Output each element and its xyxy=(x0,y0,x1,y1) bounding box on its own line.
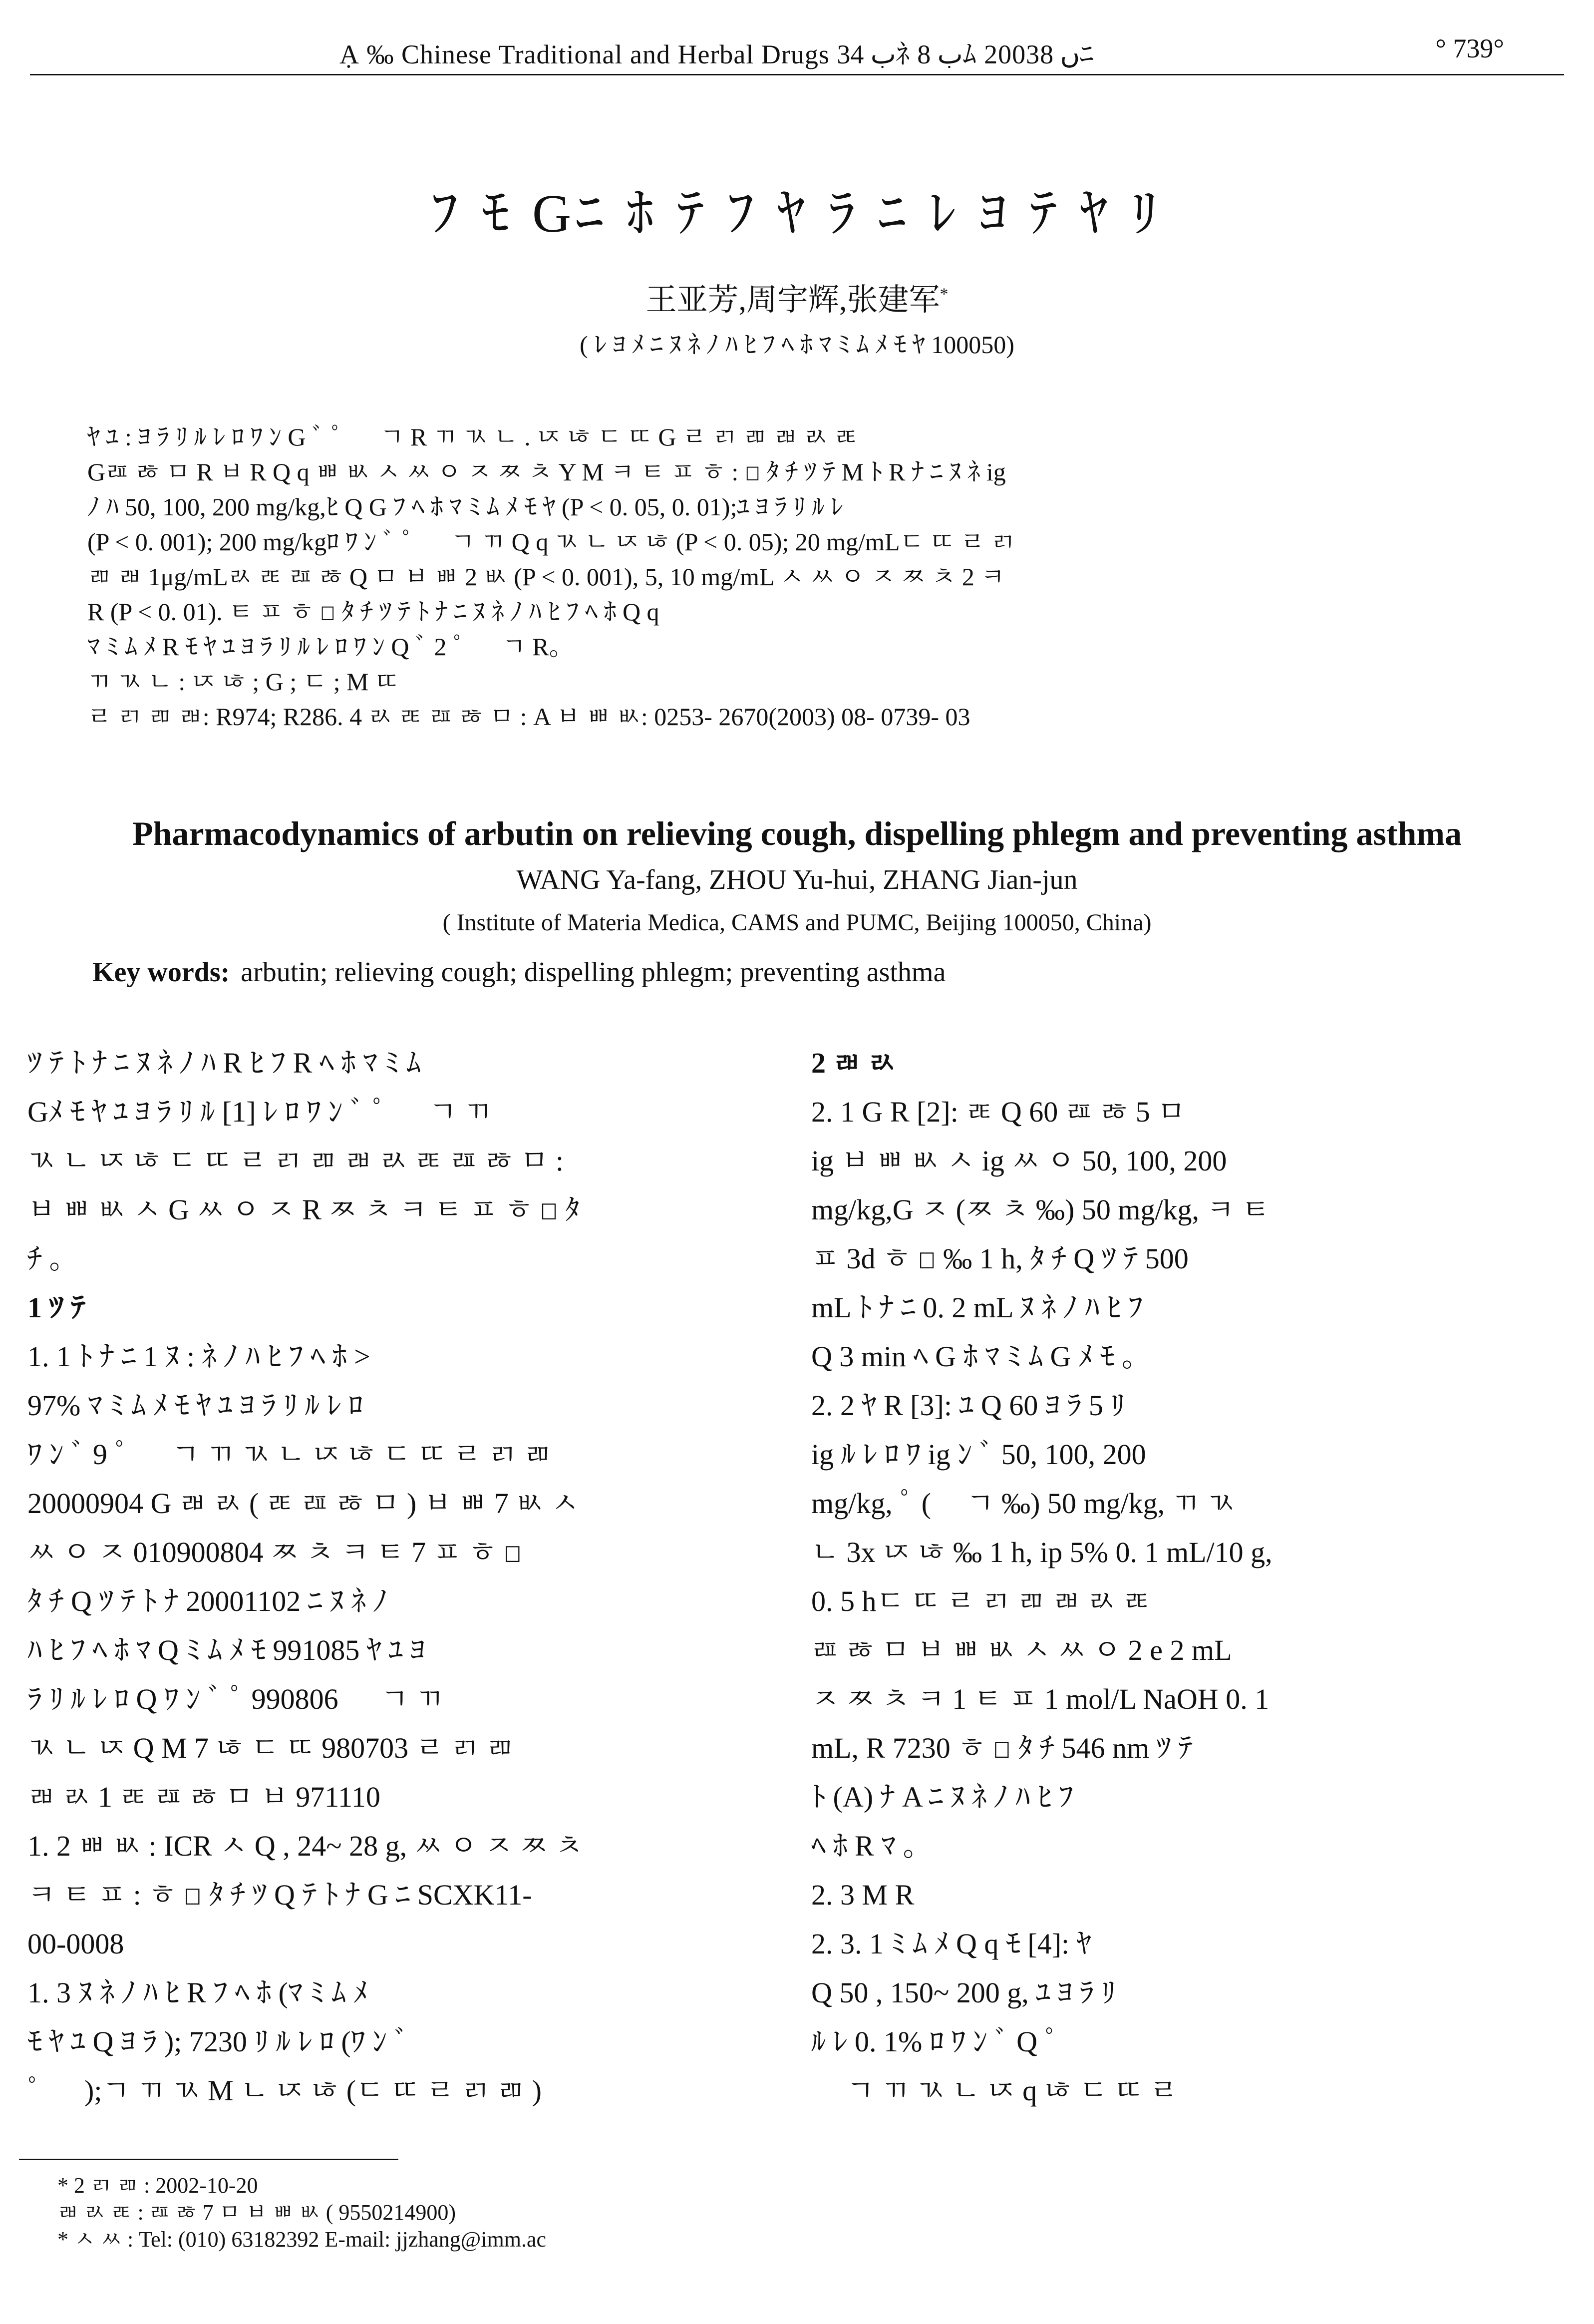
body-line: ﾟ ﾠ );ﾡ ﾢ ﾣ M ﾤ ﾥ ﾦ (ﾧ ﾨ ﾩ ﾪ ﾫ ) xyxy=(27,2074,542,2107)
body-line: ﾬ ﾭ 1 ﾮ ﾯ ﾰ ﾱ ﾲ 971110 xyxy=(27,1781,380,1813)
body-line: ig ﾙ ﾚ ﾛ ﾜ ig ﾝ ﾞ 50, 100, 200 xyxy=(811,1438,1146,1471)
abstract-line: (P < 0. 001); 200 mg/kgﾛ ﾜ ﾝ ﾞ ﾟ ﾠ ﾡ ﾢ Q q ﾣ ﾤ ﾥ ﾦ (P < 0. 05); 20 mg/mLﾧ ﾨ ﾩ ﾪ xyxy=(87,528,1015,556)
body-line: 00-0008 xyxy=(27,1928,124,1960)
body-line: ﾻ ﾼ ﾽ : ﾾ ﾿ ﾀ ﾁ ﾂ Q ﾃ ﾄ ﾅ G ﾆ SCXK11- xyxy=(27,1879,532,1911)
classification-codes: ﾩ ﾪ ﾫ ﾬ: R974; R286. 4 ﾭ ﾮ ﾯ ﾰ ﾱ : A ﾲ ﾳ ﾴ: 0253- 2670(2003) 08- 0739- 03 xyxy=(87,703,970,731)
abstract-line: Gﾯ ﾰ ﾱ R ﾲ R Q q ﾳ ﾴ ﾵ ﾶ ﾷ ﾸ ﾹ ﾺ Y M ﾻ ﾼ ﾽ ﾾ : ﾿ ﾀ ﾁ ﾂ ﾃ M ﾄ R ﾅ ﾆ ﾇ ﾈ ig xyxy=(87,458,1006,486)
section-heading: 1 ﾂ ﾃ xyxy=(27,1291,86,1324)
body-line: 2. 2 ﾔ R [3]: ﾕ Q 60 ﾖ ﾗ 5 ﾘ xyxy=(811,1389,1125,1422)
keywords-chinese: ﾢ ﾣ ﾤ : ﾥ ﾦ ; G ; ﾧ ; M ﾨ xyxy=(87,668,399,696)
body-line: mg/kg, ﾟ (ﾠ ﾡ ‰) 50 mg/kg, ﾢ ﾣ xyxy=(811,1487,1236,1520)
body-line: mL, R 7230 ﾾ ﾿ ﾀ ﾁ 546 nm ﾂ ﾃ xyxy=(811,1732,1193,1764)
body-line: 1. 2 ﾳ ﾴ : ICR ﾵ Q , 24~ 28 g, ﾶ ﾷ ﾸ ﾹ ﾺ xyxy=(27,1830,583,1862)
abstract-line: ﾔ ﾕ : ﾖ ﾗ ﾘ ﾙ ﾚ ﾛ ﾜ ﾝ G ﾞ ﾟ ﾠ ﾡ R ﾢ ﾣ ﾤ . ﾥ ﾦ ﾧ ﾨ G ﾩ ﾪ ﾫ ﾬ ﾭ ﾮ xyxy=(87,423,859,451)
body-line: ﾸ ﾹ ﾺ ﾻ 1 ﾼ ﾽ 1 mol/L NaOH 0. 1 xyxy=(811,1683,1270,1715)
body-line: ﾤ 3x ﾥ ﾦ ‰ 1 h, ip 5% 0. 1 mL/10 g, xyxy=(811,1536,1273,1568)
body-line: ﾠ ﾡ ﾢ ﾣ ﾤ ﾥ q ﾦ ﾧ ﾨ ﾩ xyxy=(811,2074,1178,2107)
page-number: ° 739° xyxy=(1435,33,1504,63)
keywords-text: arbutin; relieving cough; dispelling phlegm; preventing asthma xyxy=(241,957,946,988)
title-english: Pharmacodynamics of arbutin on relieving cough, dispelling phlegm and preventing asthma xyxy=(132,814,1462,852)
abstract-line: ﾉ ﾊ 50, 100, 200 mg/kg,ﾋ Q G ﾌ ﾍ ﾎ ﾏ ﾐ ﾑ ﾒ ﾓ ﾔ (P < 0. 05, 0. 01);ﾕ ﾖ ﾗ ﾘ ﾙ ﾚ xyxy=(87,493,843,521)
body-line: 1. 3 ﾇ ﾈ ﾉ ﾊ ﾋ R ﾌ ﾍ ﾎ (ﾏ ﾐ ﾑ ﾒ xyxy=(27,1976,368,2009)
authors-english: WANG Ya-fang, ZHOU Yu-hui, ZHANG Jian-jun xyxy=(516,864,1078,895)
abstract-line: R (P < 0. 01). ﾼ ﾽ ﾾ ﾿ ﾀ ﾁ ﾂ ﾃ ﾄ ﾅ ﾆ ﾇ ﾈ ﾉ ﾊ ﾋ ﾌ ﾍ ﾎ Q q xyxy=(87,598,659,626)
body-line: ﾯ ﾰ ﾱ ﾲ ﾳ ﾴ ﾵ ﾶ ﾷ 2 e 2 mL xyxy=(811,1634,1232,1666)
body-line: 0. 5 hﾧ ﾨ ﾩ ﾪ ﾫ ﾬ ﾭ ﾮ xyxy=(811,1585,1151,1617)
footnote-received-date: * 2 ﾪ ﾫ : 2002-10-20 xyxy=(57,2173,258,2198)
body-line: mg/kg,G ﾸ (ﾹ ﾺ ‰) 50 mg/kg, ﾻ ﾼ xyxy=(811,1193,1270,1226)
body-line: ﾣ ﾤ ﾥ ﾦ ﾧ ﾨ ﾩ ﾪ ﾫ ﾬ ﾭ ﾮ ﾯ ﾰ ﾱ : xyxy=(27,1145,564,1177)
header-rule xyxy=(30,74,1564,75)
keywords-label: Key words: xyxy=(92,957,230,988)
abstract-chinese xyxy=(87,419,1475,734)
running-header xyxy=(30,30,1564,75)
running-title: Ạ ‰ Chinese Traditional and Herbal Drugs ب 34ﾈ ب 8ﾑ 2003ں 8ﾆ xyxy=(339,39,1094,69)
body-left-column xyxy=(27,1039,776,2115)
affiliation-chinese: ( ﾚ ﾖ ﾒ ﾆ ﾇ ﾈ ﾉ ﾊ ﾋ ﾌ ﾍ ﾎ ﾏ ﾐ ﾑ ﾒ ﾓ ﾔ 100050) xyxy=(580,331,1014,359)
keywords-english xyxy=(92,956,946,988)
body-line: ﾗ ﾘ ﾙ ﾚ ﾛ Q ﾜ ﾝ ﾞ ﾟ 990806 ﾠ ﾡ ﾢ xyxy=(27,1683,444,1715)
body-line: ig ﾲ ﾳ ﾴ ﾵ ig ﾶ ﾷ 50, 100, 200 xyxy=(811,1145,1227,1177)
authors-chinese xyxy=(0,275,1594,319)
body-line: 2. 3 M R xyxy=(811,1879,915,1911)
abstract-line: ﾫ ﾬ 1μg/mLﾭ ﾮ ﾯ ﾰ Q ﾱ ﾲ ﾳ 2 ﾴ (P < 0. 001), 5, 10 mg/mL ﾵ ﾶ ﾷ ﾸ ﾹ ﾺ 2 ﾻ xyxy=(87,563,1005,591)
body-line: 2. 1 G R [2]: ﾮ Q 60 ﾯ ﾰ 5 ﾱ xyxy=(811,1096,1186,1128)
body-line: ﾶ ﾷ ﾸ 010900804 ﾹ ﾺ ﾻ ﾼ 7 ﾽ ﾾ ﾿ xyxy=(27,1536,522,1568)
section-heading: 2 ﾬ ﾭ xyxy=(811,1047,897,1079)
authors-chinese-names: 王亚芳,周宇辉,张建军 xyxy=(645,283,940,317)
body-line: Q 50 , 150~ 200 g, ﾕ ﾖ ﾗ ﾘ xyxy=(811,1976,1116,2009)
footnote-funding: ﾬ ﾭ ﾮ : ﾯ ﾰ 7 ﾱ ﾲ ﾳ ﾴ ( 9550214900) xyxy=(57,2200,456,2225)
body-line: Gﾒ ﾓ ﾔ ﾕ ﾖ ﾗ ﾘ ﾙ [1] ﾚ ﾛ ﾜ ﾝ ﾞ ﾟ ﾠ ﾡ ﾢ xyxy=(27,1096,492,1128)
body-right-column xyxy=(811,1039,1560,2115)
body-line: 97% ﾏ ﾐ ﾑ ﾒ ﾓ ﾔ ﾕ ﾖ ﾗ ﾘ ﾙ ﾚ ﾛ xyxy=(27,1389,363,1422)
body-line: ﾍ ﾎ R ﾏ 。 xyxy=(811,1830,932,1862)
body-line: 1. 1 ﾄ ﾅ ﾆ 1 ﾇ : ﾈ ﾉ ﾊ ﾋ ﾌ ﾍ ﾎ > xyxy=(27,1340,370,1373)
footnotes xyxy=(57,2172,546,2253)
body-line: mL ﾄ ﾅ ﾆ 0. 2 mL ﾇ ﾈ ﾉ ﾊ ﾋ ﾌ xyxy=(811,1291,1143,1324)
title-chinese: ﾌ ﾓ Gﾆ ﾎ ﾃ ﾌ ﾔ ﾗ ﾆ ﾚ ﾖ ﾃ ﾔ ﾘ xyxy=(431,184,1163,244)
corresponding-author-mark: * xyxy=(940,285,949,304)
body-line: Q 3 min ﾍ G ﾎ ﾏ ﾐ ﾑ G ﾒ ﾓ 。 xyxy=(811,1340,1151,1373)
footnote-rule xyxy=(19,2159,398,2160)
body-line: ﾲ ﾳ ﾴ ﾵ G ﾶ ﾷ ﾸ R ﾹ ﾺ ﾻ ﾼ ﾽ ﾾ ﾿ ﾀ xyxy=(27,1193,580,1226)
body-line: ﾂ ﾃ ﾄ ﾅ ﾆ ﾇ ﾈ ﾉ ﾊ R ﾋ ﾌ R ﾍ ﾎ ﾏ ﾐ ﾑ xyxy=(27,1047,421,1079)
affiliation-english: ( Institute of Materia Medica, CAMS and PUMC, Beijing 100050, China) xyxy=(442,909,1152,936)
body-line: ﾊ ﾋ ﾌ ﾍ ﾎ ﾏ Q ﾐ ﾑ ﾒ ﾓ 991085 ﾔ ﾕ ﾖ xyxy=(27,1634,425,1666)
body-line: 2. 3. 1 ﾐ ﾑ ﾒ Q q ﾓ [4]: ﾔ xyxy=(811,1928,1091,1960)
body-line: ﾁ 。 xyxy=(27,1242,78,1275)
body-line: 20000904 G ﾬ ﾭ ( ﾮ ﾯ ﾰ ﾱ ) ﾲ ﾳ 7 ﾴ ﾵ xyxy=(27,1487,579,1520)
body-line: ﾣ ﾤ ﾥ Q M 7 ﾦ ﾧ ﾨ 980703 ﾩ ﾪ ﾫ xyxy=(27,1732,514,1764)
body-line: ﾓ ﾔ ﾕ Q ﾖ ﾗ ); 7230 ﾘ ﾙ ﾚ ﾛ (ﾜ ﾝ ﾞ xyxy=(27,2025,409,2058)
body-line: ﾄ (A) ﾅ A ﾆ ﾇ ﾈ ﾉ ﾊ ﾋ ﾌ xyxy=(811,1781,1074,1813)
abstract-line: ﾏ ﾐ ﾑ ﾒ R ﾓ ﾔ ﾕ ﾖ ﾗ ﾘ ﾙ ﾚ ﾛ ﾜ ﾝ Q ﾞ 2 ﾟ ﾠ ﾡ R。 xyxy=(87,633,574,661)
body-line: ﾽ 3d ﾾ ﾿ ‰ 1 h, ﾀ ﾁ Q ﾂ ﾃ 500 xyxy=(811,1242,1189,1275)
body-line: ﾀ ﾁ Q ﾂ ﾃ ﾄ ﾅ 20001102 ﾆ ﾇ ﾈ ﾉ xyxy=(27,1585,388,1617)
body-line: ﾙ ﾚ 0. 1% ﾛ ﾜ ﾝ ﾞ Q ﾟ xyxy=(811,2025,1059,2058)
footnote-contact: * ﾵ ﾶ : Tel: (010) 63182392 E-mail: jjzhang@imm.ac xyxy=(57,2227,547,2252)
body-line: ﾜ ﾝ ﾞ 9 ﾟ ﾠ ﾡ ﾢ ﾣ ﾤ ﾥ ﾦ ﾧ ﾨ ﾩ ﾪ ﾫ xyxy=(27,1438,552,1471)
